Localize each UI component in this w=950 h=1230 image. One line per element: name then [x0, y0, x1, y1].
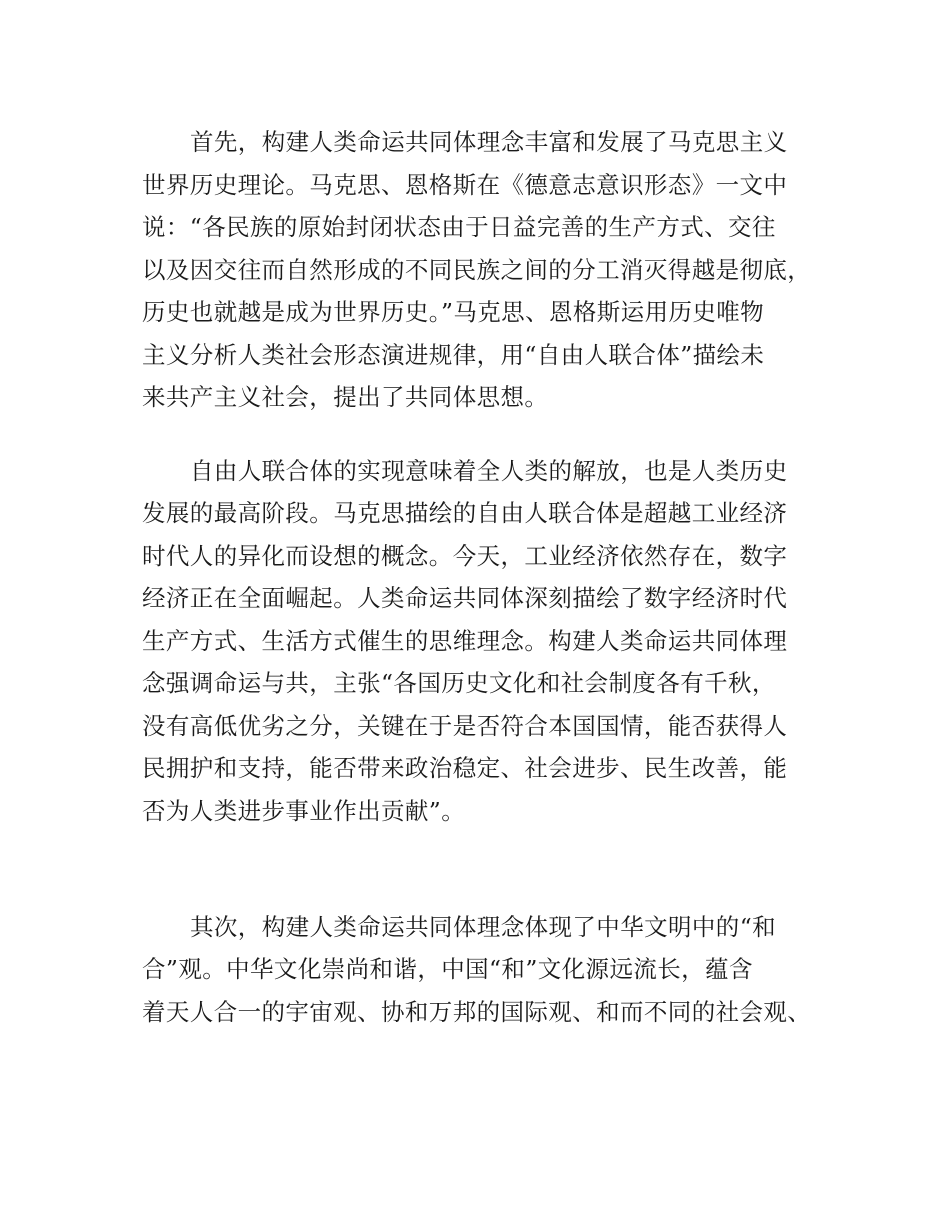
- text-line: 合”观。中华文化崇尚和谐，中国“和”文化源远流长，蕴含: [142, 955, 753, 983]
- text-line: 世界历史理论。马克思、恩格斯在《德意志意识形态》一文中: [142, 170, 788, 199]
- text-line: 民拥护和支持，能否带来政治稳定、社会进步、民生改善，能: [142, 754, 788, 782]
- text-line: 来共产主义社会，提出了共同体思想。: [142, 383, 549, 411]
- text-line: 生产方式、生活方式催生的思维理念。构建人类命运共同体理: [142, 626, 788, 655]
- text-line: 没有高低优劣之分，关键在于是否符合本国国情，能否获得人: [142, 711, 788, 740]
- text-line: 自由人联合体的实现意味着全人类的解放，也是人类历史: [190, 456, 788, 485]
- paragraph-spacer: [142, 875, 822, 906]
- paragraph: [142, 450, 822, 875]
- text-line: 历史也就越是成为世界历史。”马克思、恩格斯运用历史唯物: [142, 298, 765, 326]
- text-line: 说：“各民族的原始封闭状态由于日益完善的生产方式、交往: [142, 213, 776, 241]
- text-line: 其次，构建人类命运共同体理念体现了中华文明中的“和: [190, 912, 777, 941]
- paragraph-spacer: [142, 419, 822, 450]
- text-line: 念强调命运与共，主张“各国历史文化和社会制度各有千秋，: [142, 669, 776, 697]
- text-line: 以及因交往而自然形成的不同民族之间的分工消灭得越是彻底，: [142, 255, 812, 284]
- text-line: 经济正在全面崛起。人类命运共同体深刻描绘了数字经济时代: [142, 584, 788, 612]
- document-body: [142, 121, 822, 1033]
- text-line: 发展的最高阶段。马克思描绘的自由人联合体是超越工业经济: [142, 499, 788, 527]
- paragraph: [142, 906, 822, 1034]
- text-line: 否为人类进步事业作出贡献”。: [142, 796, 466, 825]
- text-line: 首先，构建人类命运共同体理念丰富和发展了马克思主义: [190, 128, 788, 156]
- text-line: 主义分析人类社会形态演进规律，用“自由人联合体”描绘未: [142, 340, 765, 369]
- text-line: [142, 832, 822, 875]
- text-line: 着天人合一的宇宙观、协和万邦的国际观、和而不同的社会观、: [142, 997, 812, 1026]
- paragraph: [142, 121, 822, 419]
- text-line: 时代人的异化而设想的概念。今天，工业经济依然存在，数字: [142, 541, 788, 570]
